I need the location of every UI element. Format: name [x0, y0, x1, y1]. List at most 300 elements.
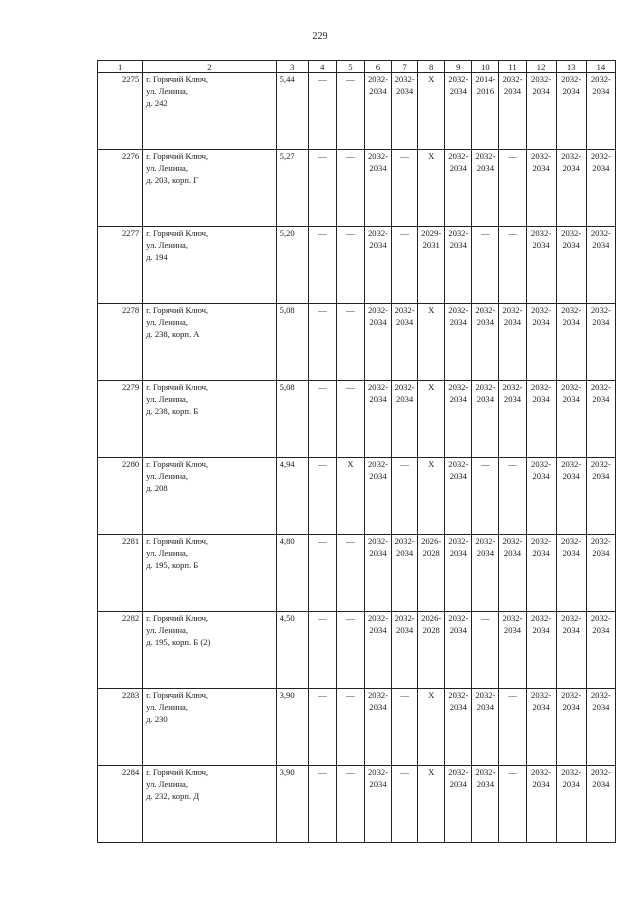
- period-cell: [445, 689, 472, 766]
- period-cell: [308, 304, 336, 381]
- column-header: 13: [556, 61, 586, 73]
- period-cell: [364, 304, 391, 381]
- period-value: —: [346, 228, 355, 238]
- address-line: д. 194: [146, 252, 168, 262]
- period-value: 2032- 2034: [367, 228, 389, 250]
- column-header: 9: [445, 61, 472, 73]
- period-value: —: [400, 228, 409, 238]
- period-cell: [472, 535, 499, 612]
- row-number-cell: 2275: [98, 73, 143, 150]
- period-value: 2032- 2034: [367, 151, 389, 173]
- column-number-row: [98, 61, 616, 73]
- page-number: 229: [312, 31, 328, 42]
- period-value: 2032- 2034: [502, 382, 523, 404]
- period-cell: [392, 689, 418, 766]
- period-value: 2032- 2034: [561, 382, 582, 404]
- column-header: 12: [526, 61, 556, 73]
- period-value: 2032- 2034: [448, 613, 469, 635]
- address-cell: [143, 612, 277, 689]
- period-value: 2032- 2034: [531, 459, 552, 481]
- period-cell: [499, 150, 526, 227]
- period-value: 2032- 2034: [531, 536, 552, 558]
- period-cell: [418, 689, 445, 766]
- period-value: —: [508, 690, 517, 700]
- value-cell: 4,94: [276, 458, 308, 535]
- period-value: 2032- 2034: [367, 382, 389, 404]
- period-value: —: [481, 228, 490, 238]
- value-cell: 4,80: [276, 535, 308, 612]
- value-cell: 5,20: [276, 227, 308, 304]
- period-cell: [364, 150, 391, 227]
- period-cell: [418, 458, 445, 535]
- period-cell: [308, 535, 336, 612]
- value-cell: 5,08: [276, 381, 308, 458]
- period-cell: [586, 227, 615, 304]
- address-line: ул. Ленина,: [146, 548, 189, 558]
- period-value: X: [428, 690, 435, 700]
- period-value: 2032- 2034: [448, 382, 469, 404]
- period-value: 2032- 2034: [394, 536, 415, 558]
- period-value: X: [428, 767, 435, 777]
- period-cell: [472, 458, 499, 535]
- table-row: [98, 689, 616, 766]
- period-value: 2032- 2034: [561, 74, 582, 96]
- period-cell: [336, 689, 364, 766]
- period-cell: [308, 766, 336, 843]
- period-cell: [472, 150, 499, 227]
- period-value: 2032- 2034: [367, 536, 389, 558]
- period-cell: [526, 612, 556, 689]
- period-cell: [364, 612, 391, 689]
- period-value: 2032- 2034: [394, 613, 415, 635]
- value-cell: 3,90: [276, 689, 308, 766]
- address-cell: [143, 73, 277, 150]
- period-cell: [556, 766, 586, 843]
- period-cell: [364, 73, 391, 150]
- period-cell: [556, 612, 586, 689]
- period-value: 2032- 2034: [561, 767, 582, 789]
- table-row: [98, 227, 616, 304]
- value-cell: 3,90: [276, 766, 308, 843]
- address-line: ул. Ленина,: [146, 625, 189, 635]
- row-number-cell: 2281: [98, 535, 143, 612]
- period-cell: [308, 612, 336, 689]
- period-value: —: [318, 459, 327, 469]
- row-number-cell: 2277: [98, 227, 143, 304]
- table-row: [98, 381, 616, 458]
- address-line: д. 238, корп. Б: [146, 406, 199, 416]
- column-header: 7: [392, 61, 418, 73]
- period-cell: [526, 458, 556, 535]
- period-cell: [526, 535, 556, 612]
- period-cell: [336, 150, 364, 227]
- address-line: ул. Ленина,: [146, 317, 189, 327]
- table-row: [98, 458, 616, 535]
- period-cell: [445, 73, 472, 150]
- table-row: [98, 150, 616, 227]
- period-value: —: [346, 151, 355, 161]
- period-value: X: [428, 382, 435, 392]
- period-value: 2032- 2034: [590, 613, 611, 635]
- address-line: г. Горячий Ключ,: [146, 690, 209, 700]
- period-value: —: [346, 767, 355, 777]
- period-value: —: [318, 690, 327, 700]
- period-value: 2032- 2034: [367, 74, 389, 96]
- address-line: д. 195, корп. Б (2): [146, 637, 211, 647]
- column-header: 1: [98, 61, 143, 73]
- address-line: г. Горячий Ключ,: [146, 536, 209, 546]
- period-value: 2032- 2034: [561, 228, 582, 250]
- column-header: 3: [276, 61, 308, 73]
- period-cell: [336, 458, 364, 535]
- period-cell: [526, 304, 556, 381]
- period-value: 2026- 2028: [421, 536, 442, 558]
- period-cell: [418, 150, 445, 227]
- period-cell: [392, 304, 418, 381]
- period-value: 2032- 2034: [531, 74, 552, 96]
- table-row: [98, 73, 616, 150]
- period-cell: [586, 304, 615, 381]
- address-cell: [143, 458, 277, 535]
- period-value: 2032- 2034: [561, 613, 582, 635]
- period-value: 2032- 2034: [475, 305, 496, 327]
- period-value: 2032- 2034: [502, 536, 523, 558]
- period-cell: [418, 304, 445, 381]
- period-cell: [336, 535, 364, 612]
- period-cell: [556, 535, 586, 612]
- period-cell: [392, 150, 418, 227]
- period-value: 2032- 2034: [448, 536, 469, 558]
- period-cell: [445, 458, 472, 535]
- period-value: —: [481, 613, 490, 623]
- period-value: 2032- 2034: [561, 305, 582, 327]
- period-cell: [556, 304, 586, 381]
- period-value: —: [346, 74, 355, 84]
- period-cell: [472, 381, 499, 458]
- period-cell: [499, 612, 526, 689]
- period-cell: [308, 689, 336, 766]
- period-value: 2032- 2034: [448, 74, 469, 96]
- period-cell: [472, 73, 499, 150]
- period-cell: [418, 381, 445, 458]
- period-cell: [336, 227, 364, 304]
- period-cell: [526, 766, 556, 843]
- period-value: 2032- 2034: [590, 690, 611, 712]
- address-cell: [143, 535, 277, 612]
- address-line: д. 208: [146, 483, 168, 493]
- address-line: ул. Ленина,: [146, 394, 189, 404]
- column-header: 2: [143, 61, 277, 73]
- address-line: д. 230: [146, 714, 168, 724]
- period-cell: [392, 766, 418, 843]
- period-cell: [499, 73, 526, 150]
- period-value: —: [318, 536, 327, 546]
- period-cell: [556, 150, 586, 227]
- period-value: —: [508, 151, 517, 161]
- period-cell: [364, 766, 391, 843]
- period-value: 2032- 2034: [394, 382, 415, 404]
- period-cell: [418, 535, 445, 612]
- period-value: —: [318, 151, 327, 161]
- period-cell: [586, 381, 615, 458]
- period-cell: [308, 227, 336, 304]
- period-value: —: [346, 613, 355, 623]
- period-cell: [364, 689, 391, 766]
- period-value: 2032- 2034: [394, 305, 415, 327]
- period-value: —: [346, 690, 355, 700]
- value-cell: 4,50: [276, 612, 308, 689]
- address-line: ул. Ленина,: [146, 779, 189, 789]
- period-value: 2032- 2034: [590, 74, 611, 96]
- period-value: —: [318, 74, 327, 84]
- address-line: г. Горячий Ключ,: [146, 228, 209, 238]
- period-cell: [336, 304, 364, 381]
- address-line: г. Горячий Ключ,: [146, 767, 209, 777]
- period-cell: [472, 227, 499, 304]
- period-cell: [586, 689, 615, 766]
- period-value: 2032- 2034: [561, 536, 582, 558]
- period-value: 2032- 2034: [367, 305, 389, 327]
- row-number-cell: 2278: [98, 304, 143, 381]
- period-cell: [308, 381, 336, 458]
- address-cell: [143, 766, 277, 843]
- period-value: 2032- 2034: [590, 305, 611, 327]
- period-value: 2032- 2034: [394, 74, 415, 96]
- period-value: —: [346, 382, 355, 392]
- period-cell: [556, 458, 586, 535]
- period-cell: [418, 73, 445, 150]
- period-cell: [336, 73, 364, 150]
- address-line: д. 242: [146, 98, 168, 108]
- table-row: [98, 304, 616, 381]
- period-value: 2032- 2034: [475, 382, 496, 404]
- column-header: 5: [336, 61, 364, 73]
- period-value: 2032- 2034: [367, 613, 389, 635]
- address-line: г. Горячий Ключ,: [146, 74, 209, 84]
- period-cell: [445, 381, 472, 458]
- period-cell: [499, 381, 526, 458]
- period-cell: [336, 381, 364, 458]
- period-value: 2032- 2034: [590, 536, 611, 558]
- period-value: 2032- 2034: [561, 151, 582, 173]
- address-line: г. Горячий Ключ,: [146, 459, 209, 469]
- period-cell: [445, 766, 472, 843]
- address-line: ул. Ленина,: [146, 471, 189, 481]
- period-cell: [308, 73, 336, 150]
- period-value: —: [318, 613, 327, 623]
- period-value: 2032- 2034: [448, 151, 469, 173]
- period-value: —: [318, 305, 327, 315]
- period-cell: [499, 535, 526, 612]
- period-value: 2032- 2034: [590, 382, 611, 404]
- period-cell: [392, 227, 418, 304]
- period-value: 2032- 2034: [590, 228, 611, 250]
- address-line: г. Горячий Ключ,: [146, 151, 209, 161]
- period-value: —: [400, 767, 409, 777]
- address-cell: [143, 150, 277, 227]
- address-cell: [143, 227, 277, 304]
- row-number-cell: 2280: [98, 458, 143, 535]
- period-value: 2032- 2034: [448, 690, 469, 712]
- period-value: 2032- 2034: [502, 74, 523, 96]
- period-value: —: [400, 459, 409, 469]
- period-cell: [392, 612, 418, 689]
- period-cell: [586, 73, 615, 150]
- period-cell: [445, 150, 472, 227]
- period-cell: [499, 766, 526, 843]
- period-value: 2032- 2034: [367, 459, 389, 481]
- period-value: 2032- 2034: [448, 305, 469, 327]
- period-cell: [392, 458, 418, 535]
- period-cell: [418, 766, 445, 843]
- period-value: X: [347, 459, 354, 469]
- address-cell: [143, 304, 277, 381]
- period-cell: [445, 612, 472, 689]
- period-value: 2032- 2034: [448, 767, 469, 789]
- period-cell: [499, 304, 526, 381]
- period-cell: [499, 689, 526, 766]
- address-line: г. Горячий Ключ,: [146, 613, 209, 623]
- period-cell: [472, 304, 499, 381]
- period-cell: [445, 227, 472, 304]
- period-value: 2032- 2034: [475, 690, 496, 712]
- period-value: X: [428, 74, 435, 84]
- period-cell: [586, 458, 615, 535]
- period-value: 2029- 2031: [421, 228, 442, 250]
- period-cell: [526, 227, 556, 304]
- period-value: —: [318, 767, 327, 777]
- period-cell: [526, 150, 556, 227]
- column-header: 10: [472, 61, 499, 73]
- period-value: 2032- 2034: [502, 613, 523, 635]
- table-row: [98, 535, 616, 612]
- period-value: —: [318, 228, 327, 238]
- period-value: 2032- 2034: [561, 690, 582, 712]
- period-value: 2032- 2034: [590, 767, 611, 789]
- row-number-cell: 2283: [98, 689, 143, 766]
- period-value: 2032- 2034: [475, 536, 496, 558]
- period-value: 2032- 2034: [502, 305, 523, 327]
- period-cell: [336, 612, 364, 689]
- address-line: г. Горячий Ключ,: [146, 305, 209, 315]
- period-value: X: [428, 305, 435, 315]
- period-value: 2032- 2034: [531, 767, 552, 789]
- period-value: —: [400, 690, 409, 700]
- period-value: 2032- 2034: [448, 228, 469, 250]
- period-value: 2032- 2034: [531, 382, 552, 404]
- table-body: [98, 61, 616, 843]
- period-value: —: [508, 767, 517, 777]
- period-value: —: [318, 382, 327, 392]
- period-cell: [556, 73, 586, 150]
- value-cell: 5,27: [276, 150, 308, 227]
- period-cell: [364, 381, 391, 458]
- period-value: X: [428, 459, 435, 469]
- period-value: 2032- 2034: [590, 459, 611, 481]
- period-cell: [526, 381, 556, 458]
- period-cell: [499, 458, 526, 535]
- period-value: 2014- 2016: [475, 74, 496, 96]
- period-cell: [392, 535, 418, 612]
- address-line: д. 195, корп. Б: [146, 560, 199, 570]
- period-cell: [445, 535, 472, 612]
- period-cell: [364, 227, 391, 304]
- period-cell: [526, 73, 556, 150]
- period-value: —: [508, 459, 517, 469]
- address-line: д. 203, корп. Г: [146, 175, 199, 185]
- period-cell: [499, 227, 526, 304]
- value-cell: 5,08: [276, 304, 308, 381]
- period-cell: [445, 304, 472, 381]
- period-cell: [308, 150, 336, 227]
- value-cell: 5,44: [276, 73, 308, 150]
- period-value: —: [400, 151, 409, 161]
- row-number-cell: 2279: [98, 381, 143, 458]
- period-cell: [526, 689, 556, 766]
- period-value: 2032- 2034: [531, 151, 552, 173]
- period-value: 2032- 2034: [367, 690, 389, 712]
- address-line: ул. Ленина,: [146, 86, 189, 96]
- period-cell: [556, 689, 586, 766]
- period-value: —: [346, 536, 355, 546]
- period-value: 2032- 2034: [475, 151, 496, 173]
- period-value: 2032- 2034: [561, 459, 582, 481]
- register-table: [97, 60, 616, 843]
- period-value: 2032- 2034: [531, 690, 552, 712]
- period-cell: [586, 150, 615, 227]
- period-cell: [472, 612, 499, 689]
- period-value: 2032- 2034: [531, 228, 552, 250]
- period-value: 2032- 2034: [531, 613, 552, 635]
- period-value: 2032- 2034: [590, 151, 611, 173]
- address-cell: [143, 381, 277, 458]
- period-value: 2032- 2034: [448, 459, 469, 481]
- period-value: 2032- 2034: [531, 305, 552, 327]
- period-value: —: [481, 459, 490, 469]
- period-value: 2032- 2034: [367, 767, 389, 789]
- period-cell: [308, 458, 336, 535]
- column-header: 6: [364, 61, 391, 73]
- address-line: г. Горячий Ключ,: [146, 382, 209, 392]
- period-value: 2026- 2028: [421, 613, 442, 635]
- period-cell: [392, 381, 418, 458]
- column-header: 11: [499, 61, 526, 73]
- period-cell: [472, 766, 499, 843]
- period-cell: [418, 612, 445, 689]
- address-line: ул. Ленина,: [146, 240, 189, 250]
- period-cell: [556, 227, 586, 304]
- row-number-cell: 2284: [98, 766, 143, 843]
- period-value: —: [508, 228, 517, 238]
- period-cell: [586, 612, 615, 689]
- address-line: д. 238, корп. А: [146, 329, 200, 339]
- address-line: ул. Ленина,: [146, 702, 189, 712]
- period-cell: [364, 535, 391, 612]
- period-cell: [556, 381, 586, 458]
- period-cell: [586, 535, 615, 612]
- column-header: 14: [586, 61, 615, 73]
- address-line: ул. Ленина,: [146, 163, 189, 173]
- period-cell: [392, 73, 418, 150]
- address-line: д. 232, корп. Д: [146, 791, 200, 801]
- period-cell: [586, 766, 615, 843]
- row-number-cell: 2282: [98, 612, 143, 689]
- period-cell: [336, 766, 364, 843]
- period-value: X: [428, 151, 435, 161]
- table-row: [98, 612, 616, 689]
- period-cell: [472, 689, 499, 766]
- column-header: 8: [418, 61, 445, 73]
